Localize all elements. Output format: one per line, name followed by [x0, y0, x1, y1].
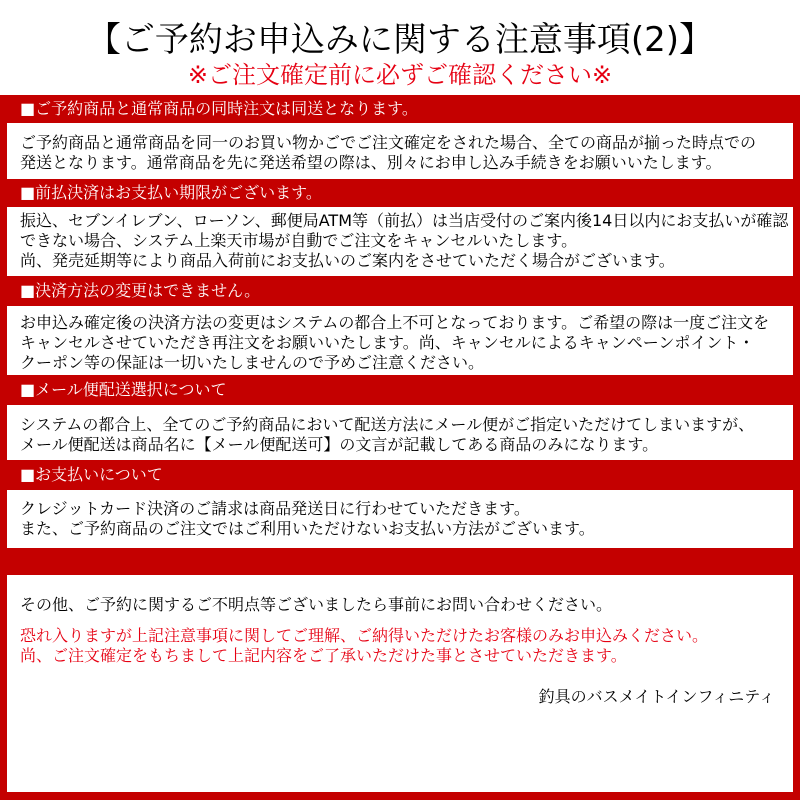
footer-panel	[7, 575, 793, 792]
body-line: クーポン等の保証は一切いたしませんので予めご注意ください。	[20, 353, 485, 372]
section-heading-same-shipment: ■ご予約商品と通常商品の同時注文は同送となります。	[20, 99, 418, 118]
agreement-notice-line: 尚、ご注文確定をもちまして上記内容をご了承いただけた事とさせていただきます。	[20, 646, 627, 665]
body-line: システムの都合上、全てのご予約商品において配送方法にメール便がご指定いただけてしまいますが、	[20, 415, 755, 434]
body-line: できない場合、システム上楽天市場が自動でご注文をキャンセルいたします。	[20, 231, 578, 250]
inquiry-text: その他、ご予約に関するご不明点等ございましたら事前にお問い合わせください。	[20, 595, 613, 614]
section-heading-prepayment-deadline: ■前払決済はお支払い期限がございます。	[20, 183, 322, 202]
shop-signature: 釣具のバスメイトインフィニティ	[538, 687, 775, 706]
section-heading-payment-change: ■決済方法の変更はできません。	[20, 281, 261, 300]
agreement-notice-line: 恐れ入りますが上記注意事項に関してご理解、ご納得いただけたお客様のみお申込みください。	[20, 626, 709, 645]
body-line: ご予約商品と通常商品を同一のお買い物かごでご注文確定をされた場合、全ての商品が揃った時点での	[20, 133, 757, 152]
section-body-mail-delivery	[7, 405, 793, 460]
body-line: 発送となります。通常商品を先に発送希望の際は、別々にお申し込み手続きをお願いいたします。	[20, 153, 722, 172]
body-line: 尚、発売延期等により商品入荷前にお支払いのご案内をさせていただく場合がございます。	[20, 251, 675, 270]
body-line: メール便配送は商品名に【メール便配送可】の文言が記載してある商品のみになります。	[20, 435, 659, 454]
body-line: クレジットカード決済のご請求は商品発送日に行わせていただきます。	[20, 499, 530, 518]
body-line: また、ご予約商品のご注文ではご利用いただけないお支払い方法がございます。	[20, 519, 595, 538]
section-body-prepayment-deadline	[7, 207, 793, 276]
section-body-payment-change	[7, 306, 793, 375]
confirmation-notice: ※ご注文確定前に必ずご確認ください※	[187, 61, 613, 89]
body-line: キャンセルさせていただき再注文をお願いいたします。尚、キャンセルによるキャンペーンポイント・	[20, 333, 755, 352]
body-line: お申込み確定後の決済方法の変更はシステムの都合上不可となっております。ご希望の際は一度ご注文を	[20, 313, 770, 332]
body-line: 振込、セブンイレブン、ローソン、郵便局ATM等（前払）は当店受付のご案内後14日以内にお支払いが確認	[20, 211, 789, 230]
section-heading-mail-delivery: ■メール便配送選択について	[20, 380, 227, 399]
section-heading-payment: ■お支払いについて	[20, 465, 163, 484]
page-title: 【ご予約お申込みに関する注意事項(2)】	[86, 20, 714, 60]
section-body-payment	[7, 490, 793, 548]
title-area	[0, 0, 800, 95]
section-body-same-shipment	[7, 123, 793, 179]
